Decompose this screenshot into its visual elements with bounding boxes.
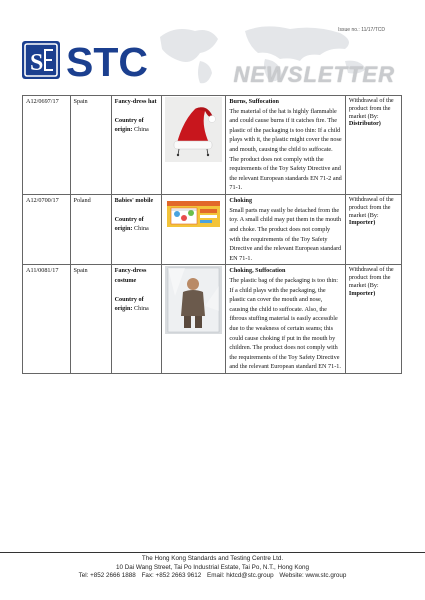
- measure-by: Importer): [348, 219, 376, 227]
- risk-title: Burns, Suffocation: [229, 98, 279, 105]
- footer-divider: [0, 552, 425, 553]
- measure-by: Importer): [348, 289, 376, 297]
- newsletter-header: [0, 15, 425, 90]
- baby-mobile-box-image: [165, 200, 222, 228]
- notifying-country: Poland: [70, 195, 111, 265]
- notification-number: A12/0700/17: [23, 195, 71, 265]
- measure-text: Withdrawal of the product from the market (By:: [348, 97, 394, 120]
- risk-cell: [226, 96, 346, 195]
- risk-cell: [226, 265, 346, 374]
- notifying-country: Spain: [70, 96, 111, 195]
- newsletter-label: NEWSLETTER: [233, 62, 395, 87]
- svg-text:S: S: [30, 50, 44, 76]
- origin-label: Country of origin:: [114, 116, 144, 134]
- svg-text:STC: STC: [66, 40, 148, 82]
- footer-tel: Tel: +852 2666 1888: [78, 572, 136, 579]
- product-cell: [111, 195, 162, 265]
- stc-logo: [22, 40, 177, 82]
- product-name: Fancy-dress hat: [114, 98, 157, 105]
- footer-fax: Fax: +852 2663 9612: [141, 572, 202, 579]
- table-row: [23, 195, 402, 265]
- origin-label: Country of origin:: [114, 215, 144, 233]
- risk-description: The plastic bag of the packaging is too thin: If a child plays with the packaging, the plastic can cover the mouth and nose, causing the child to suffocate. Also, the fibrous stuffing material is easily accessible due to the weakness of certain seams; this could cause choking if put in the mouth by children. The product does not comply with the requirements of the Toy Safety Directive and the relevant European standard EN 71-1.: [229, 276, 341, 371]
- table-row: [23, 265, 402, 374]
- measures-cell: [345, 195, 401, 265]
- footer-website[interactable]: Website: www.stc.group: [279, 572, 347, 579]
- risk-cell: [226, 195, 346, 265]
- notification-number: A12/0697/17: [23, 96, 71, 195]
- footer-address: 10 Dai Wang Street, Tai Po Industrial Estate, Tai Po, N.T., Hong Kong: [115, 563, 310, 571]
- footer-company: The Hong Kong Standards and Testing Centre Ltd.: [141, 555, 284, 562]
- risk-title: Choking, Suffocation: [229, 267, 286, 275]
- origin-value: China: [134, 126, 149, 134]
- measures-cell: [345, 265, 401, 374]
- origin-line: [115, 295, 159, 314]
- origin-label: Country of origin:: [114, 295, 144, 313]
- risk-description: Small parts may easily be detached from the toy. A small child may put them in the mouth and choke. The product does not comply with the requirements of the Toy Safety Directive and the relevant European standard EN 71-1.: [229, 206, 342, 262]
- footer-contacts: [0, 572, 425, 581]
- measure-text: Withdrawal of the product from the market (By:: [348, 196, 394, 219]
- risk-description: The material of the hat is highly flammable and could cause burns if it catches fire. The plastic of the packaging is too thin: If a child plays with it, the plastic might cover the nose and mouth, causing the child to suffocate. The product does not comply with the requirements of the Toy Safety Directive and the relevant European standards EN 71-2 and 71-1.: [229, 107, 342, 192]
- measure-text: Withdrawal of the product from the market (By:: [348, 266, 394, 289]
- origin-value: China: [134, 305, 149, 313]
- measure-by: Distributor): [348, 120, 381, 128]
- costume-package-image: [165, 266, 222, 334]
- product-image-cell: [162, 195, 226, 265]
- product-cell: [111, 265, 162, 374]
- product-image-cell: [162, 96, 226, 195]
- santa-hat-image: [165, 97, 222, 162]
- product-recall-table: [22, 95, 402, 374]
- product-name: Babies' mobile: [114, 197, 154, 205]
- product-name: Fancy-dress costume: [114, 267, 147, 284]
- origin-value: China: [134, 225, 149, 233]
- measures-cell: [345, 96, 401, 195]
- notification-number: A11/0081/17: [23, 265, 71, 374]
- footer: [0, 555, 425, 581]
- origin-line: [115, 116, 159, 135]
- table-row: [23, 96, 402, 195]
- notifying-country: Spain: [70, 265, 111, 374]
- issue-number: Issue no.: 11/17/TCD: [338, 27, 385, 33]
- footer-email[interactable]: Email: hktcd@stc.group: [207, 572, 274, 579]
- risk-title: Choking: [229, 197, 253, 205]
- product-image-cell: [162, 265, 226, 374]
- origin-line: [115, 215, 159, 234]
- product-cell: [111, 96, 162, 195]
